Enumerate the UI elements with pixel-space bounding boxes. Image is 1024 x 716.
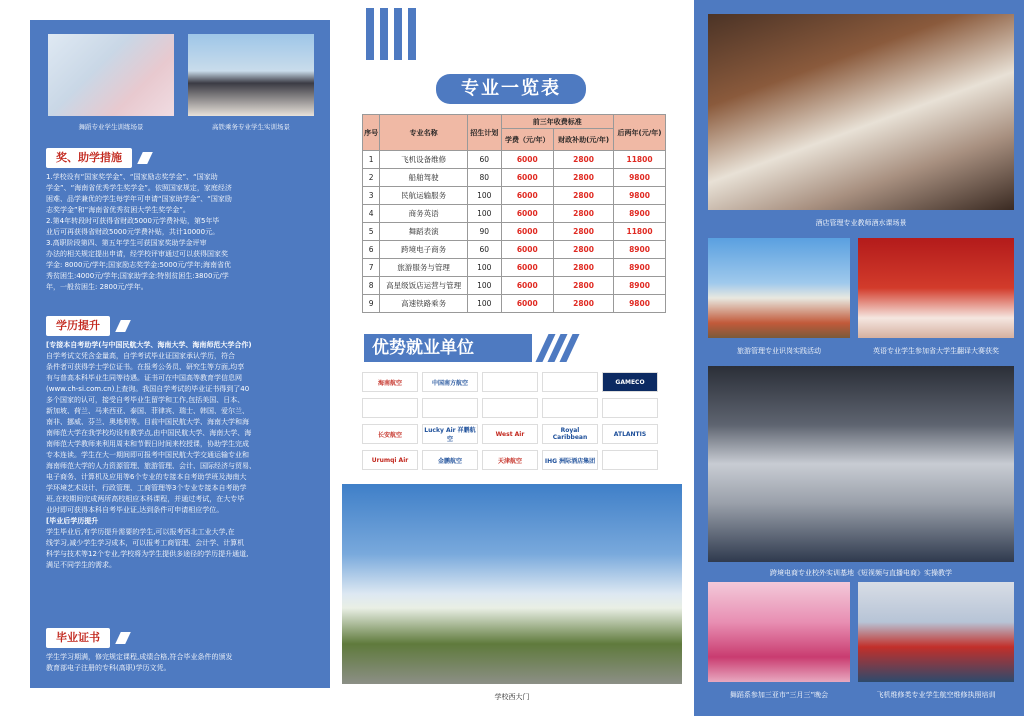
- text-line: 南师范大学在我学校均设有教学点,由中国民航大学、海南大学、海: [46, 429, 252, 437]
- text-line: 海南师范大学的人力资源管理、旅游管理、会计、国际经济与贸易、: [46, 462, 256, 470]
- table-cell-no: 2: [363, 169, 380, 187]
- employer-logo: Lucky Air 祥鹏航空: [422, 424, 478, 444]
- campus-caption: 学校西大门: [494, 693, 530, 701]
- bar-class-photo: [708, 14, 1014, 210]
- decor-stripes: [366, 8, 426, 60]
- table-row: [363, 169, 666, 187]
- table-cell-subsidy: 2800: [554, 187, 614, 205]
- majors-title: 专业一览表: [436, 74, 586, 104]
- table-cell-tuition: 6000: [501, 241, 554, 259]
- awards-text: [46, 172, 318, 293]
- table-cell-major: 跨境电子商务: [380, 241, 468, 259]
- table-cell-no: 7: [363, 259, 380, 277]
- table-cell-later: 11800: [614, 151, 666, 169]
- table-cell-subsidy: 2800: [554, 205, 614, 223]
- table-cell-major: 高星级饭店运营与管理: [380, 277, 468, 295]
- table-cell-subsidy: 2800: [554, 223, 614, 241]
- text-line: [毕业后学历提升: [46, 517, 99, 525]
- text-line: 业后可再获得省财政5000元学费补贴，共计10000元。: [46, 228, 220, 236]
- table-row: [363, 241, 666, 259]
- text-line: 线学习,减少学生学习成本，可以报考工商管理、会计学、计算机: [46, 539, 245, 547]
- text-line: 条件者可获得学士学位证书。在报考公务员、研究生等方面,均享: [46, 363, 245, 371]
- table-cell-later: 8900: [614, 259, 666, 277]
- jobs-title: 优势就业单位: [364, 334, 532, 362]
- table-cell-enroll: 100: [468, 295, 501, 313]
- text-line: 多个国家的认可，接受自考毕业生留学和工作,包括美国、日本、: [46, 396, 245, 404]
- employer-logo: West Air: [482, 424, 538, 444]
- text-line: 学金: 8000元/学年;国家励志奖学金:5000元/学年;海南省优: [46, 261, 232, 269]
- text-line: 有与普高本科毕业生同等待遇。证书可在中国高等教育学信息网: [46, 374, 242, 382]
- table-cell-subsidy: 2800: [554, 295, 614, 313]
- table-cell-enroll: 90: [468, 223, 501, 241]
- employer-logo: 金鹏航空: [422, 450, 478, 470]
- table-cell-tuition: 6000: [501, 259, 554, 277]
- text-line: 南非、挪威、芬兰、奥地利等。目前中国民航大学、海南大学和海: [46, 418, 249, 426]
- table-cell-subsidy: 2800: [554, 277, 614, 295]
- table-cell-major: 船舶驾驶: [380, 169, 468, 187]
- table-cell-major: 民航运输服务: [380, 187, 468, 205]
- employer-logo: [602, 450, 658, 470]
- photo-caption: 旅游管理专业识岗实践活动: [737, 347, 821, 355]
- ballet-photo: [48, 34, 174, 116]
- text-line: 自学考试文凭含金量高，自学考试毕业证国家承认学历，符合: [46, 352, 235, 360]
- table-cell-no: 3: [363, 187, 380, 205]
- photo-row: [48, 34, 314, 134]
- employer-logo: [362, 398, 418, 418]
- employer-logo: 海南航空: [362, 372, 418, 392]
- table-cell-no: 6: [363, 241, 380, 259]
- table-cell-tuition: 6000: [501, 205, 554, 223]
- table-cell-major: 商务英语: [380, 205, 468, 223]
- employer-logo: [542, 398, 598, 418]
- employer-logo: IHG 洲际酒店集团: [542, 450, 598, 470]
- table-cell-later: 8900: [614, 205, 666, 223]
- text-line: 电子商务、计算机及应用等6个专业的专接本自考助学班及海南大: [46, 473, 247, 481]
- col-header: 财政补助(元/年): [554, 129, 614, 151]
- photo-caption: 飞机维修类专业学生航空维修执照培训: [876, 691, 996, 699]
- text-line: [专接本自考助学(与中国民航大学、海南大学、海南师范大学合作): [46, 341, 252, 349]
- photo-caption: 舞蹈专业学生训练场景: [78, 123, 144, 131]
- text-line: 教育部电子注册的专科(高职)学历文凭。: [46, 664, 171, 672]
- text-line: 困难、品学兼优的学生每学年可申请“国家助学金”、“国家励: [46, 195, 232, 203]
- employer-logo: Royal Caribbean: [542, 424, 598, 444]
- table-row: [363, 295, 666, 313]
- text-line: 业时即可获得本科自考毕业证,达到条件可申请相应学位。: [46, 506, 224, 514]
- col-header: 后两年(元/年): [614, 115, 666, 151]
- certificate-text: [46, 652, 318, 674]
- table-cell-later: 8900: [614, 241, 666, 259]
- col-header: 序号: [363, 115, 380, 151]
- photo-caption: 高铁乘务专业学生实训场景: [212, 123, 290, 131]
- text-line: 学生毕业后,有学历提升需要的学生,可以报考西北工业大学,在: [46, 528, 235, 536]
- employer-logo: [602, 398, 658, 418]
- text-line: 专本连读。学生在大一期间即可报考中国民航大学交通运输专业和: [46, 451, 249, 459]
- employer-logo: [482, 372, 538, 392]
- table-cell-major: 旅游服务与管理: [380, 259, 468, 277]
- section-title-education: 学历提升: [46, 316, 110, 336]
- table-cell-no: 8: [363, 277, 380, 295]
- table-cell-subsidy: 2800: [554, 151, 614, 169]
- table-row: [363, 223, 666, 241]
- decor-stripes: [538, 334, 578, 362]
- tourism-photo: [708, 238, 850, 338]
- dance-gala-photo: [708, 582, 850, 682]
- employer-logo: 中国南方航空: [422, 372, 478, 392]
- text-line: 志奖学金”和“海南省优秀贫困大学生奖学金”。: [46, 206, 190, 214]
- table-cell-tuition: 6000: [501, 187, 554, 205]
- ecommerce-photo: [708, 366, 1014, 562]
- employer-logo: ATLANTIS: [602, 424, 658, 444]
- table-cell-enroll: 60: [468, 151, 501, 169]
- table-cell-no: 9: [363, 295, 380, 313]
- table-cell-subsidy: 2800: [554, 169, 614, 187]
- education-text: [46, 340, 318, 571]
- employer-logo: Urumqi Air: [362, 450, 418, 470]
- text-line: 新加坡、荷兰、马来西亚、泰国、菲律宾、瑞士、韩国、爱尔兰、: [46, 407, 249, 415]
- table-row: [363, 205, 666, 223]
- col-header: 学费（元/年）: [501, 129, 554, 151]
- table-row: [363, 259, 666, 277]
- employer-logo: [542, 372, 598, 392]
- text-line: 科学与技术等12个专业,学校将为学生提供多途径的学历提升通道,: [46, 550, 249, 558]
- text-line: 3.高职阶段第四、第五年学生可获国家奖助学金评审: [46, 239, 207, 247]
- rail-crew-photo: [188, 34, 314, 116]
- col-header: 前三年收费标准: [501, 115, 614, 129]
- table-row: [363, 187, 666, 205]
- table-cell-tuition: 6000: [501, 277, 554, 295]
- table-cell-no: 1: [363, 151, 380, 169]
- photo-caption: 英语专业学生参加省大学生翻译大赛获奖: [873, 347, 999, 355]
- text-line: 满足不同学生的需求。: [46, 561, 116, 569]
- employer-logo: [482, 398, 538, 418]
- table-cell-major: 高速铁路乘务: [380, 295, 468, 313]
- middle-panel: [342, 0, 682, 716]
- table-cell-subsidy: 2800: [554, 241, 614, 259]
- employer-logo: 长安航空: [362, 424, 418, 444]
- english-contest-photo: [858, 238, 1014, 338]
- table-cell-enroll: 60: [468, 241, 501, 259]
- table-cell-enroll: 100: [468, 259, 501, 277]
- text-line: 学金”、“海南省优秀学生奖学金”。依照国家规定，家庭经济: [46, 184, 232, 192]
- section-title-awards: 奖、助学措施: [46, 148, 132, 168]
- table-cell-later: 9800: [614, 169, 666, 187]
- table-cell-later: 8900: [614, 277, 666, 295]
- text-line: 南师范大学教师来利用周末和节假日时间来校授课，协助学生完成: [46, 440, 249, 448]
- table-cell-subsidy: 2800: [554, 259, 614, 277]
- table-cell-major: 舞蹈表演: [380, 223, 468, 241]
- text-line: 2.第4年转段时可获得省财政5000元学费补贴，第5年毕: [46, 217, 220, 225]
- text-line: (www.ch-si.com.cn)上查询。我国自学考试的毕业证书得到了40: [46, 385, 250, 393]
- table-row: [363, 277, 666, 295]
- employer-logo: [422, 398, 478, 418]
- table-cell-tuition: 6000: [501, 169, 554, 187]
- text-line: 年，一般贫困生: 2800元/学年。: [46, 283, 148, 291]
- col-header: 招生计划: [468, 115, 501, 151]
- section-title-certificate: 毕业证书: [46, 628, 110, 648]
- aircraft-maintenance-photo: [858, 582, 1014, 682]
- majors-table: [362, 114, 666, 313]
- text-line: 学环境艺术设计、行政管理、工商管理等3个专业专接本自考助学: [46, 484, 247, 492]
- table-cell-no: 5: [363, 223, 380, 241]
- table-cell-enroll: 80: [468, 169, 501, 187]
- table-row: [363, 151, 666, 169]
- table-cell-enroll: 100: [468, 205, 501, 223]
- table-cell-tuition: 6000: [501, 151, 554, 169]
- photo-caption: 跨境电商专业校外实训基地《短视频与直播电商》实操教学: [770, 569, 952, 577]
- table-cell-enroll: 100: [468, 187, 501, 205]
- text-line: 秀贫困生:4000元/学年;国家助学金:特别贫困生:3800元/学: [46, 272, 229, 280]
- photo-caption: 舞蹈系参加三亚市“三月三”晚会: [729, 691, 829, 699]
- employer-logo: 天津航空: [482, 450, 538, 470]
- text-line: 学生学习期满，修完规定课程,成绩合格,符合毕业条件的颁发: [46, 653, 233, 661]
- campus-gate-photo: [342, 484, 682, 684]
- table-cell-tuition: 6000: [501, 295, 554, 313]
- right-panel: [694, 0, 1024, 716]
- left-panel: [30, 20, 330, 688]
- text-line: 1.学校设有“国家奖学金”、“国家励志奖学金”、“国家助: [46, 173, 218, 181]
- text-line: 办法的相关规定提出申请，经学校评审通过可以获得国家奖: [46, 250, 228, 258]
- col-header: 专业名称: [380, 115, 468, 151]
- text-line: 班,在校期间完成两所高校相应本科课程，并通过考试，在大专毕: [46, 495, 245, 503]
- table-cell-later: 11800: [614, 223, 666, 241]
- employer-logo: GAMECO: [602, 372, 658, 392]
- table-cell-later: 9800: [614, 187, 666, 205]
- table-cell-enroll: 100: [468, 277, 501, 295]
- photo-caption: 酒店管理专业教师酒水课场景: [815, 219, 907, 227]
- table-cell-major: 飞机设备维修: [380, 151, 468, 169]
- table-cell-later: 9800: [614, 295, 666, 313]
- table-cell-tuition: 6000: [501, 223, 554, 241]
- table-cell-no: 4: [363, 205, 380, 223]
